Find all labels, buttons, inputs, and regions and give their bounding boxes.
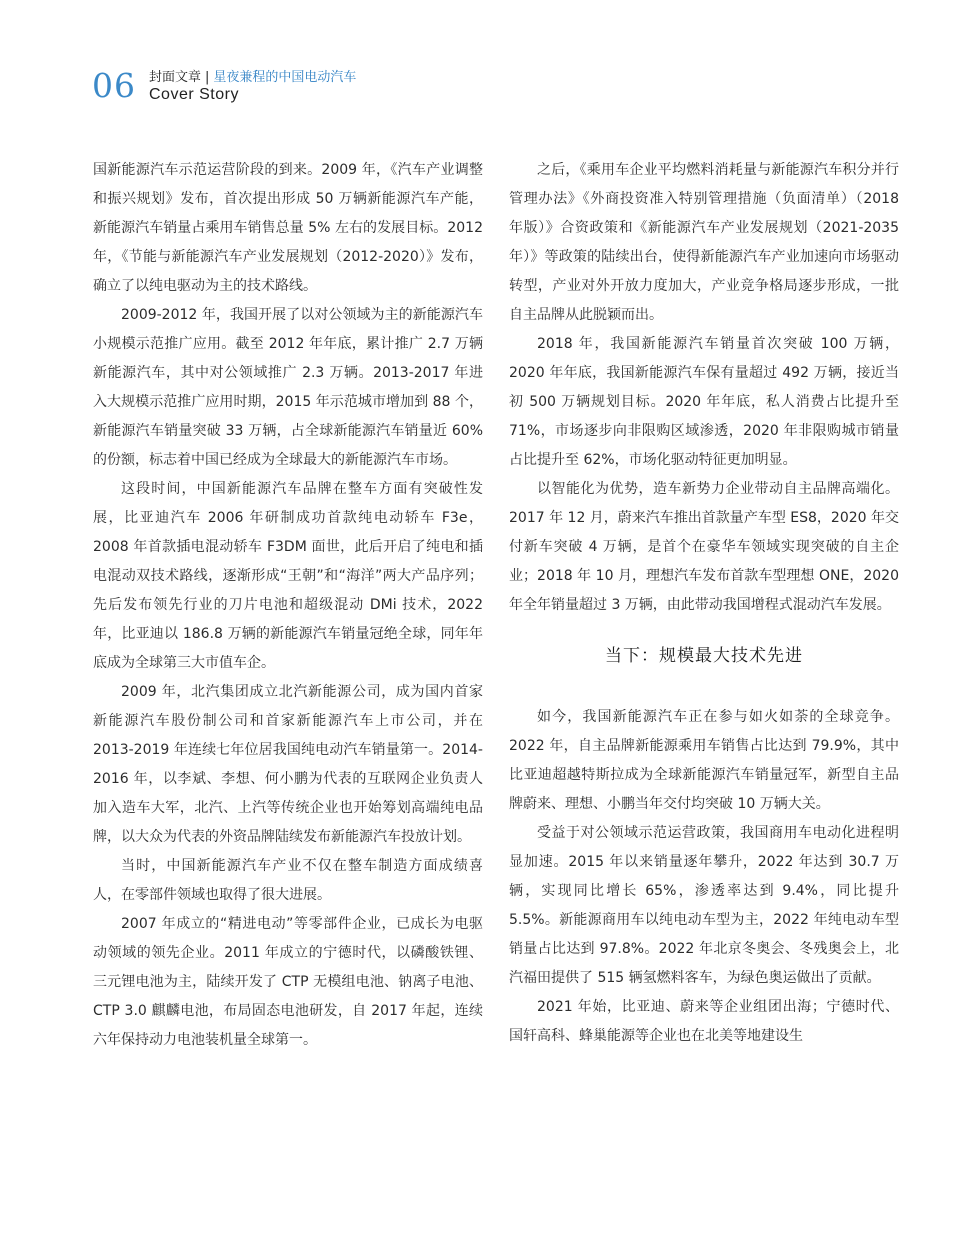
paragraph: 如今，我国新能源汽车正在参与如火如荼的全球竞争。2022 年，自主品牌新能源乘用车销售占比达到 79.9%，其中比亚迪超越特斯拉成为全球新能源汽车销量冠军，新型自主品牌蔚来、理想、小鹏当年交付均突破 10 万辆大关。: [509, 709, 899, 812]
paragraph: 这段时间，中国新能源汽车品牌在整车方面有突破性发展，比亚迪汽车 2006 年研制成功首款纯电动轿车 F3e，2008 年首款插电混动轿车 F3DM 面世，此后开启了纯电和插电混动双技术路线，逐渐形成“王朝”和“海洋”两大产品序列；先后发布领先行业的刀片电池和超级混动 DMi 技术，2022 年，比亚迪以 186.8 万辆的新能源汽车销量冠绝全球，同年年底成为全球第三大市值车企。: [93, 481, 483, 671]
paragraph: 2007 年成立的“精进电动”等零部件企业，已成长为电驱动领域的领先企业。2011 年成立的宁德时代，以磷酸铁锂、三元锂电池为主，陆续开发了 CTP 无模组电池、钠离子电池、CTP 3.0 麒麟电池，布局固态电池研发，自 2017 年起，连续六年保持动力电池装机量全球第一。: [93, 916, 483, 1048]
section-subheading: 当下：规模最大技术先进: [605, 646, 803, 666]
paragraph: 2009 年，北汽集团成立北汽新能源公司，成为国内首家新能源汽车股份制公司和首家新能源汽车上市公司，并在 2013-2019 年连续七年位居我国纯电动汽车销量第一。2014-2016 年，以李斌、李想、何小鹏为代表的互联网企业负责人加入造车大军，北汽、上汽等传统企业也开始筹划高端纯电品牌，以大众为代表的外资品牌陆续发布新能源汽车投放计划。: [93, 684, 483, 845]
header-top-line: [149, 69, 356, 86]
paragraph: 之后，《乘用车企业平均燃料消耗量与新能源汽车积分并行管理办法》《外商投资准入特别管理措施（负面清单）（2018 年版）》合资政策和《新能源汽车产业发展规划（2021-2035 年）》等政策的陆续出台，使得新能源汽车产业加速向市场驱动转型，产业对外开放力度加大，产业竞争格局逐步形成，一批自主品牌从此脱颖而出。: [509, 162, 899, 323]
paragraph: 2021 年始，比亚迪、蔚来等企业组团出海；宁德时代、国轩高科、蜂巢能源等企业也在北美等地建设生: [509, 999, 899, 1044]
running-header: [149, 69, 356, 104]
paragraph: 2009-2012 年，我国开展了以对公领域为主的新能源汽车小规模示范推广应用。截至 2012 年年底，累计推广 2.7 万辆新能源汽车，其中对公领域推广 2.3 万辆。2013-2017 年进入大规模示范推广应用时期，2015 年示范城市增加到 88 个，新能源汽车销量突破 33 万辆，占全球新能源汽车销量近 60% 的份额，标志着中国已经成为全球最大的新能源汽车市场。: [93, 307, 483, 468]
header-separator: |: [205, 70, 210, 85]
left-column: [93, 156, 483, 1055]
paragraph: 当时，中国新能源汽车产业不仅在整车制造方面成绩喜人，在零部件领域也取得了很大进展。: [93, 858, 483, 903]
paragraph: 以智能化为优势，造车新势力企业带动自主品牌高端化。2017 年 12 月，蔚来汽车推出首款量产车型 ES8，2020 年交付新车突破 4 万辆，是首个在豪华车领域实现突破的自主企业；2018 年 10 月，理想汽车发布首款车型理想 ONE，2020 年全年销量超过 3 万辆，由此带动我国增程式混动汽车发展。: [509, 481, 899, 613]
column-name-en: Cover Story: [149, 86, 239, 103]
article-title: 星夜兼程的中国电动汽车: [213, 70, 357, 85]
paragraph: 受益于对公领域示范运营政策，我国商用车电动化进程明显加速。2015 年以来销量逐年攀升，2022 年达到 30.7 万辆，实现同比增长 65%，渗透率达到 9.4%，同比提升 5.5%。新能源商用车以纯电动车型为主，2022 年纯电动车型销量占比达到 97.8%。2022 年北京冬奥会、冬残奥会上，北汽福田提供了 515 辆氢燃料客车，为绿色奥运做出了贡献。: [509, 825, 899, 986]
section-label: 封面文章: [149, 70, 202, 85]
paragraph: 国新能源汽车示范运营阶段的到来。2009 年，《汽车产业调整和振兴规划》发布，首次提出形成 50 万辆新能源汽车产能，新能源汽车销量占乘用车销售总量 5% 左右的发展目标。2012 年，《节能与新能源汽车产业发展规划（2012-2020）》发布，确立了以纯电驱动为主的技术路线。: [93, 162, 483, 294]
page-number: 06: [92, 66, 136, 105]
paragraph: 2018 年，我国新能源汽车销量首次突破 100 万辆，2020 年年底，我国新能源汽车保有量超过 492 万辆，接近当初 500 万辆规划目标。2020 年年底，私人消费占比提升至 71%，市场逐步向非限购区域渗透，2020 年非限购城市销量占比提升至 62%，市场化驱动特征更加明显。: [509, 336, 899, 468]
right-column: [509, 156, 899, 1051]
